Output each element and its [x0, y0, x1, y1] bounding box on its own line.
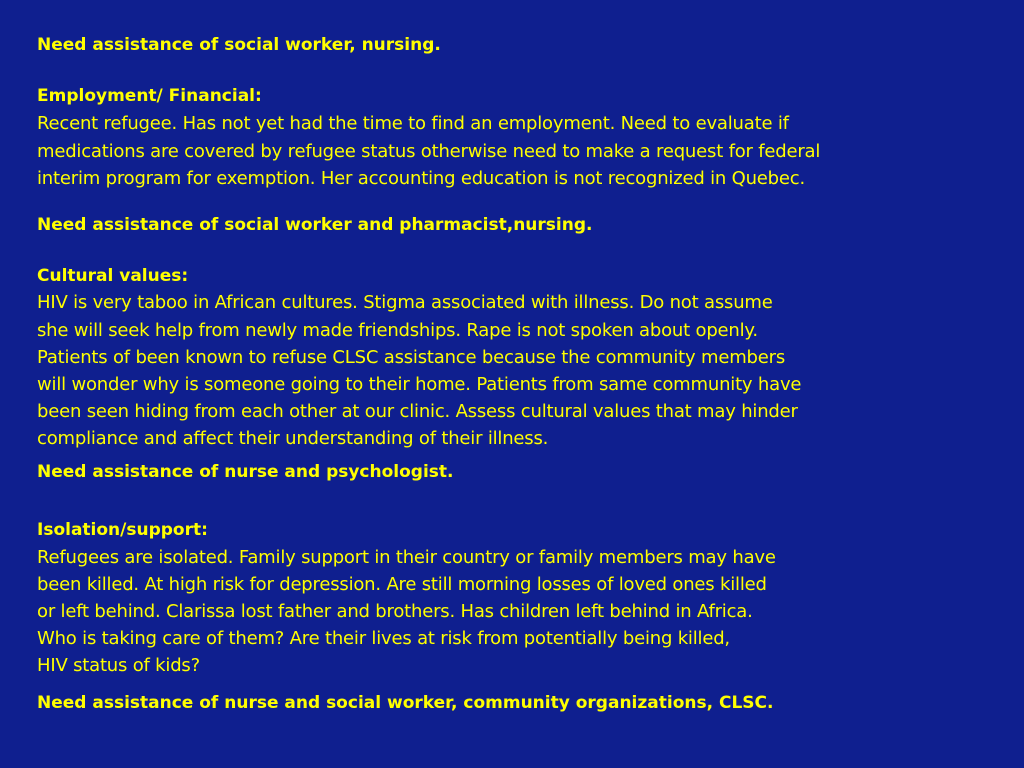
cultural-line-3: Patients of been known to refuse CLSC assistance because the community members: [37, 347, 786, 368]
cultural-line-4: will wonder why is someone going to their home. Patients from same community have: [37, 374, 802, 395]
cultural-line-2: she will seek help from newly made friendships. Rape is not spoken about openly.: [37, 320, 758, 341]
isolation-line-1: Refugees are isolated. Family support in their country or family members may have: [37, 547, 776, 568]
employment-line-1: Recent refugee. Has not yet had the time to find an employment. Need to evaluate if: [37, 113, 789, 134]
isolation-line-5: HIV status of kids?: [37, 655, 200, 676]
employment-line-2: medications are covered by refugee status otherwise need to make a request for federal: [37, 141, 821, 162]
cultural-need: Need assistance of nurse and psychologist.: [37, 462, 454, 482]
employment-line-3: interim program for exemption. Her accounting education is not recognized in Quebec.: [37, 168, 805, 189]
employment-heading: Employment/ Financial:: [37, 86, 262, 106]
employment-need: Need assistance of social worker and pharmacist,nursing.: [37, 215, 593, 235]
isolation-need: Need assistance of nurse and social worker, community organizations, CLSC.: [37, 693, 774, 713]
isolation-line-4: Who is taking care of them? Are their lives at risk from potentially being killed,: [37, 628, 730, 649]
isolation-line-2: been killed. At high risk for depression. Are still morning losses of loved ones killed: [37, 574, 767, 595]
cultural-line-1: HIV is very taboo in African cultures. Stigma associated with illness. Do not assume: [37, 292, 773, 313]
cultural-heading: Cultural values:: [37, 266, 189, 286]
cultural-line-6: compliance and affect their understanding of their illness.: [37, 428, 549, 449]
isolation-line-3: or left behind. Clarissa lost father and brothers. Has children left behind in Africa.: [37, 601, 753, 622]
isolation-heading: Isolation/support:: [37, 520, 208, 540]
need-assistance-nursing: Need assistance of social worker, nursing.: [37, 35, 441, 55]
cultural-line-5: been seen hiding from each other at our clinic. Assess cultural values that may hinder: [37, 401, 798, 422]
